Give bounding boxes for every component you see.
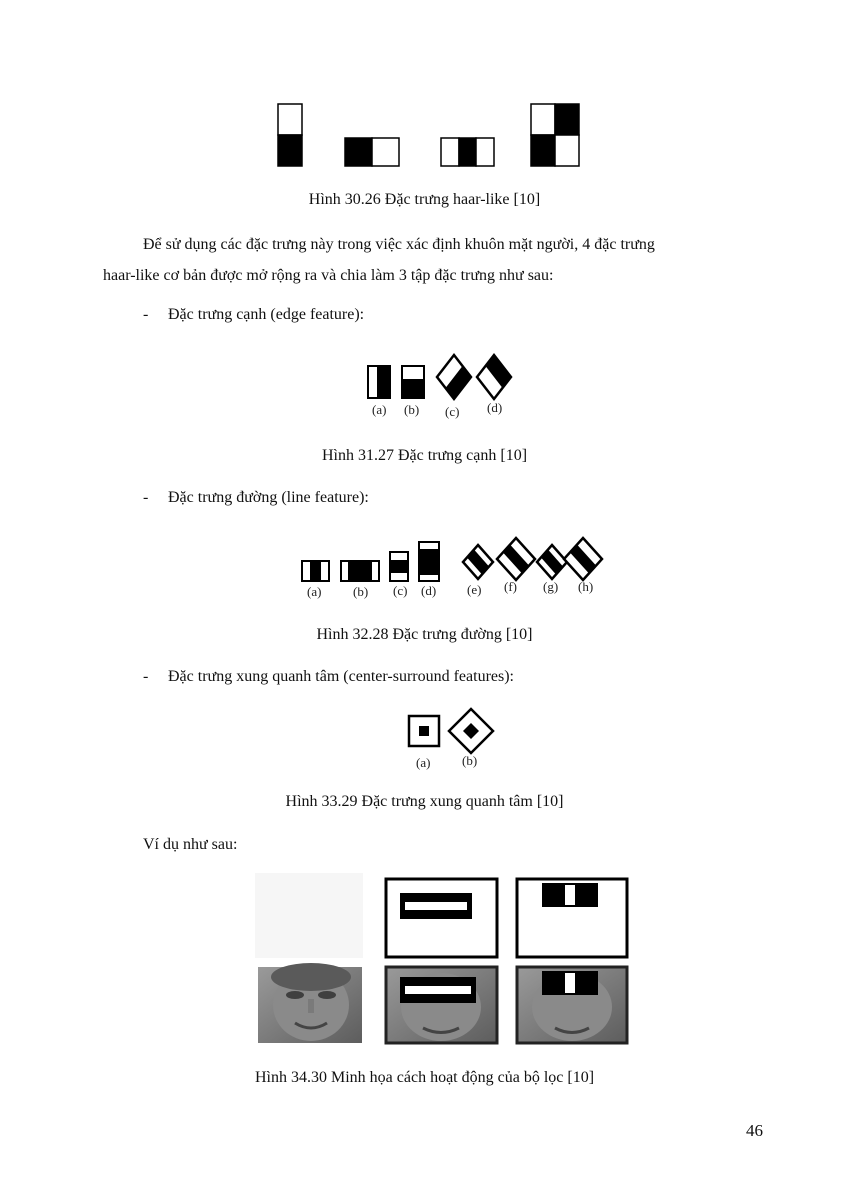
figure-caption-29: Hình 33.29 Đặc trưng xung quanh tâm [10] xyxy=(285,793,564,810)
bullet-line-feature: Đặc trưng đường (line feature): xyxy=(168,489,369,506)
line-label-f: (f) xyxy=(504,579,517,594)
intro-line-1: Để sử dụng các đặc trưng này trong việc xác định khuôn mặt người, 4 đặc trưng xyxy=(143,236,655,253)
edge-feature-d xyxy=(477,355,511,399)
line-label-g: (g) xyxy=(543,579,559,594)
line-feature-h xyxy=(564,538,602,580)
line-feature-g xyxy=(537,545,567,579)
intro-line-2: haar-like cơ bản được mở rộng ra và chia làm 3 tập đặc trưng như sau: xyxy=(103,267,554,284)
figure-caption-27: Hình 31.27 Đặc trưng cạnh [10] xyxy=(321,447,528,464)
edge-label-b: (b) xyxy=(404,402,420,417)
blank-panel xyxy=(255,873,363,958)
line-feature-d xyxy=(419,542,439,581)
haar-like-basic-features-figure xyxy=(270,100,590,170)
line-label-a: (a) xyxy=(307,584,322,599)
center-label-a: (a) xyxy=(416,755,431,770)
center-surround-feature-b xyxy=(449,709,493,753)
edge-feature-b xyxy=(402,366,424,398)
center-surround-feature-a xyxy=(409,716,439,746)
line-feature-b xyxy=(341,561,379,581)
edge-feature-c xyxy=(437,355,471,399)
filter-window-line-feature xyxy=(386,879,497,957)
filter-window-center-feature xyxy=(517,879,627,957)
edge-label-a: (a) xyxy=(372,402,387,417)
figure-caption-30: Hình 34.30 Minh họa cách hoạt động của bộ lọc [10] xyxy=(254,1069,595,1086)
face-with-center-filter xyxy=(517,967,627,1043)
edge-label-d: (d) xyxy=(487,400,503,415)
line-features-figure xyxy=(298,535,608,585)
line-label-h: (h) xyxy=(578,579,594,594)
line-feature-e xyxy=(463,545,493,579)
bullet-dash-line: - xyxy=(143,489,149,506)
center-label-b: (b) xyxy=(462,753,478,768)
line-label-c: (c) xyxy=(393,583,408,598)
bullet-center-surround-feature: Đặc trưng xung quanh tâm (center-surround features): xyxy=(168,668,514,685)
haar-feature-four-rect xyxy=(531,104,579,166)
center-surround-features-figure xyxy=(405,706,500,756)
line-feature-c xyxy=(390,552,408,581)
page-number: 46 xyxy=(746,1121,763,1140)
haar-feature-three-rect xyxy=(441,138,494,166)
bullet-edge-feature: Đặc trưng cạnh (edge feature): xyxy=(168,306,365,323)
bullet-dash-center: - xyxy=(143,668,149,685)
line-feature-a xyxy=(302,561,329,581)
line-label-b: (b) xyxy=(353,584,369,599)
edge-feature-a xyxy=(368,366,390,398)
example-intro: Ví dụ như sau: xyxy=(143,836,238,853)
edge-label-c: (c) xyxy=(445,404,460,419)
haar-feature-horizontal-two xyxy=(345,138,399,166)
line-feature-f xyxy=(497,538,535,580)
line-label-e: (e) xyxy=(467,582,482,597)
edge-features-figure xyxy=(360,350,520,400)
haar-feature-vertical-two xyxy=(278,104,302,166)
filter-illustration-figure xyxy=(255,873,635,1045)
bullet-dash-edge: - xyxy=(143,306,149,323)
face-with-line-filter xyxy=(386,967,497,1043)
line-label-d: (d) xyxy=(421,583,437,598)
figure-caption-26: Hình 30.26 Đặc trưng haar-like [10] xyxy=(308,191,541,208)
figure-caption-28: Hình 32.28 Đặc trưng đường [10] xyxy=(316,626,533,643)
face-image xyxy=(258,963,362,1043)
